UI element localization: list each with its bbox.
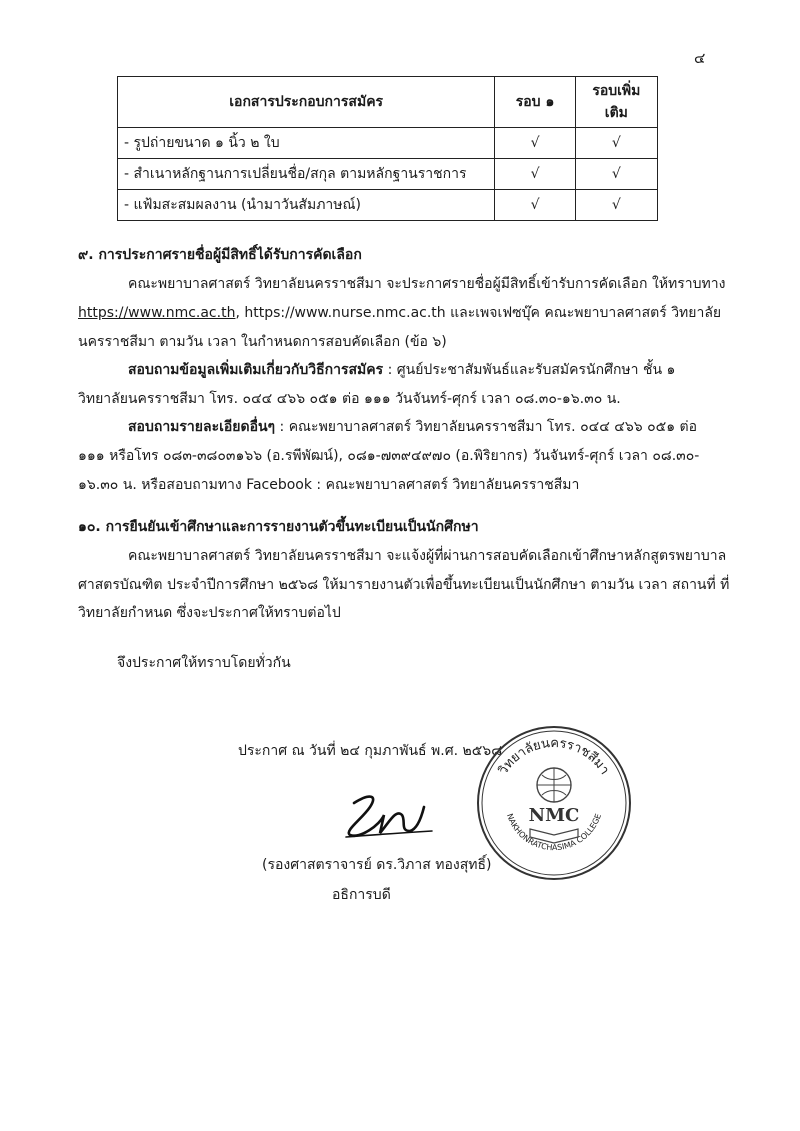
section9-paragraph-line: คณะพยาบาลศาสตร์ วิทยาลัยนครราชสีมา จะประกาศรายชื่อผู้มีสิทธิ์เข้ารับการคัดเลือก ให้ทราบทาง xyxy=(128,276,726,292)
table-cell-item: - รูปถ่ายขนาด ๑ นิ้ว ๒ ใบ xyxy=(118,128,495,159)
signer-title: อธิการบดี xyxy=(332,887,391,903)
section9-paragraph-line: นครราชสีมา ตามวัน เวลา ในกำหนดการสอบคัดเลือก (ข้อ ๖) xyxy=(78,334,447,350)
contact-other-label: สอบถามรายละเอียดอื่นๆ xyxy=(128,419,276,435)
contact-application-line: วิทยาลัยนครราชสีมา โทร. ๐๔๔ ๔๖๖ ๐๕๑ ต่อ ๑๑๑ วันจันทร์-ศุกร์ เวลา ๐๘.๓๐-๑๖.๓๐ น. xyxy=(78,391,621,407)
contact-other-line xyxy=(128,416,697,438)
table-header-round1: รอบ ๑ xyxy=(495,77,575,128)
contact-application-label: สอบถามข้อมูลเพิ่มเติมเกี่ยวกับวิธีการสมัคร xyxy=(128,362,384,378)
section9-heading: ๙. การประกาศรายชื่อผู้มีสิทธิ์ได้รับการคัดเลือก xyxy=(78,247,362,263)
table-cell-item: - แฟ้มสะสมผลงาน (นำมาวันสัมภาษณ์) xyxy=(118,190,495,221)
seal-bottom-text: NAKHONRATCHASIMA COLLEGE xyxy=(504,812,604,853)
contact-application-line xyxy=(128,359,675,381)
check-mark: √ xyxy=(575,190,657,221)
check-mark: √ xyxy=(495,190,575,221)
section10-paragraph-line: คณะพยาบาลศาสตร์ วิทยาลัยนครราชสีมา จะแจ้งผู้ที่ผ่านการสอบคัดเลือกเข้าศึกษาหลักสูตรพยาบาล xyxy=(128,548,727,564)
announcement-date: ประกาศ ณ วันที่ ๒๔ กุมภาพันธ์ พ.ศ. ๒๕๖๘ xyxy=(238,743,502,759)
table-row xyxy=(118,190,658,221)
signer-name: (รองศาสตราจารย์ ดร.วิภาส ทองสุทธิ์) xyxy=(262,857,492,873)
table-cell-item: - สำเนาหลักฐานการเปลี่ยนชื่อ/สกุล ตามหลักฐานราชการ xyxy=(118,159,495,190)
section10-paragraph-line: วิทยาลัยกำหนด ซึ่งจะประกาศให้ทราบต่อไป xyxy=(78,605,341,621)
seal-top-text: วิทยาลัยนครราชสีมา xyxy=(495,735,613,778)
check-mark: √ xyxy=(495,159,575,190)
contact-other-line: ๑๑๑ หรือโทร ๐๘๓-๓๘๐๓๑๖๖ (อ.รพีพัฒน์), ๐๘๑-๗๓๙๔๙๗๐ (อ.พิริยากร) วันจันทร์-ศุกร์ เวลา ๐๘.๓๐- xyxy=(78,448,700,464)
table-row xyxy=(118,128,658,159)
closing-statement: จึงประกาศให้ทราบโดยทั่วกัน xyxy=(117,655,291,671)
documents-table xyxy=(117,76,658,221)
nmc-website-link[interactable]: https://www.nmc.ac.th xyxy=(78,305,236,321)
section9-paragraph-line xyxy=(78,302,721,324)
check-mark: √ xyxy=(575,159,657,190)
contact-other-line: ๑๖.๓๐ น. หรือสอบถามทาง Facebook : คณะพยาบาลศาสตร์ วิทยาลัยนครราชสีมา xyxy=(78,477,580,493)
college-seal xyxy=(476,725,632,881)
contact-other-detail: : คณะพยาบาลศาสตร์ วิทยาลัยนครราชสีมา โทร. ๐๔๔ ๔๖๖ ๐๕๑ ต่อ xyxy=(275,419,698,435)
signature-image xyxy=(340,785,440,845)
table-header-documents: เอกสารประกอบการสมัคร xyxy=(118,77,495,128)
table-header-extra: รอบเพิ่มเติม xyxy=(575,77,657,128)
contact-application-detail: : ศูนย์ประชาสัมพันธ์และรับสมัครนักศึกษา ชั้น ๑ xyxy=(383,362,676,378)
section9-paragraph-rest: , https://www.nurse.nmc.ac.th และเพจเฟซบุ๊ค คณะพยาบาลศาสตร์ วิทยาลัย xyxy=(235,305,722,321)
section10-heading: ๑๐. การยืนยันเข้าศึกษาและการรายงานตัวขึ้นทะเบียนเป็นนักศึกษา xyxy=(78,519,479,535)
check-mark: √ xyxy=(495,128,575,159)
table-header-row xyxy=(118,77,658,128)
section10-paragraph-line: ศาสตรบัณฑิต ประจำปีการศึกษา ๒๕๖๘ ให้มารายงานตัวเพื่อขึ้นทะเบียนเป็นนักศึกษา ตามวัน เวลา สถานที่ ที่ xyxy=(78,577,730,593)
seal-center-text: NMC xyxy=(528,805,580,826)
check-mark: √ xyxy=(575,128,657,159)
page-number: ๔ xyxy=(694,49,706,67)
table-row xyxy=(118,159,658,190)
